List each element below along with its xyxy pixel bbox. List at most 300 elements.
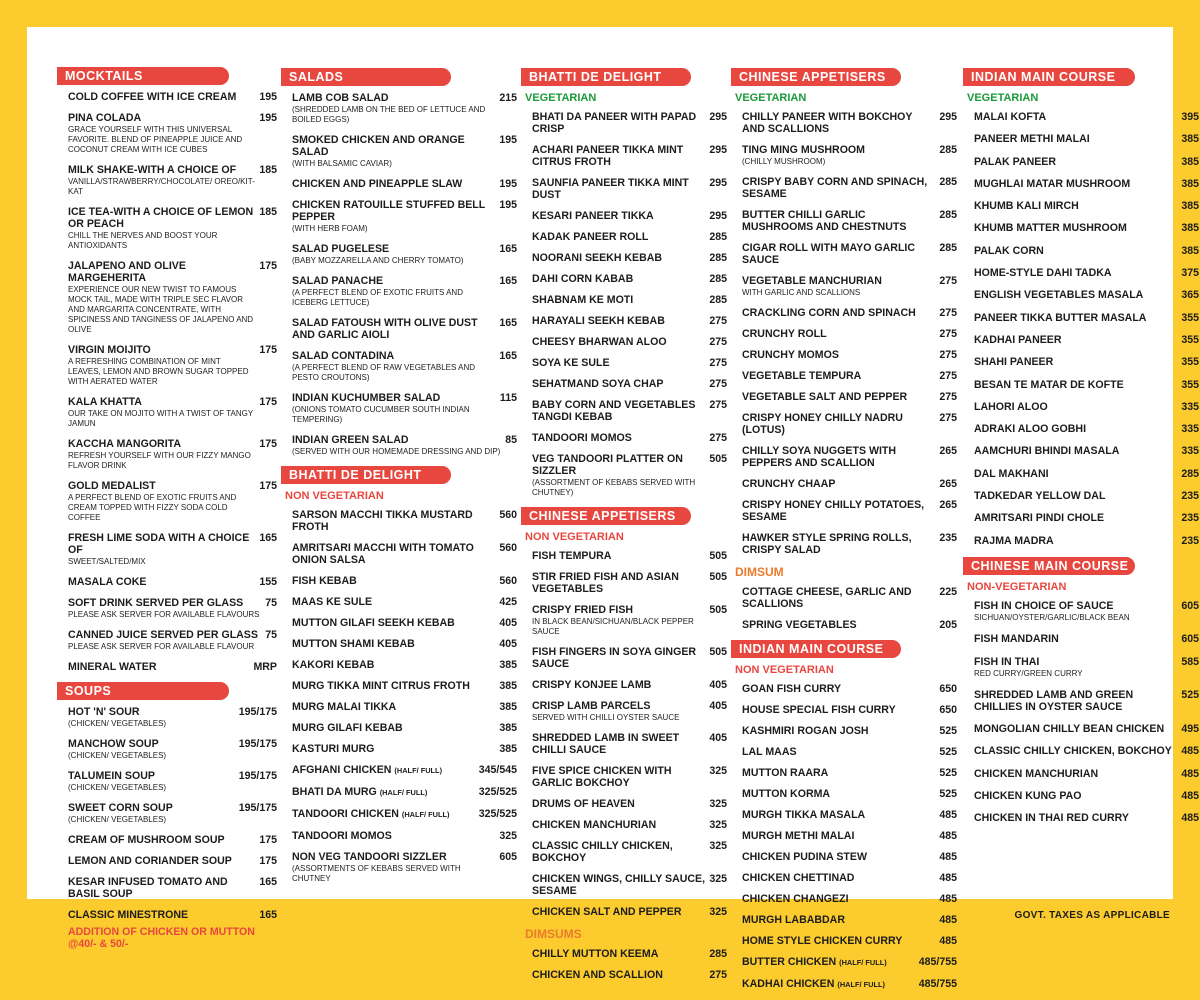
menu-item xyxy=(963,490,1199,502)
menu-item xyxy=(521,177,727,201)
item-name-text: CHICKEN PUDINA STEW xyxy=(742,851,867,863)
menu-item xyxy=(281,786,517,799)
item-price: 335 xyxy=(1181,423,1199,436)
menu-item xyxy=(281,743,517,755)
item-name-text: KAKORI KEBAB xyxy=(292,659,375,671)
item-name xyxy=(292,509,499,533)
item-name xyxy=(292,722,407,734)
item-name-text: CRISPY HONEY CHILLY POTATOES, SESAME xyxy=(742,499,925,523)
item-name xyxy=(292,92,499,125)
item-description: (WITH BALSAMIC CAVIAR) xyxy=(292,159,392,168)
item-name-text: MUTTON KORMA xyxy=(742,788,831,800)
item-name xyxy=(742,532,939,556)
item-price: 235 xyxy=(1181,490,1199,503)
item-price: 195 xyxy=(259,112,277,124)
item-price: 295 xyxy=(709,111,727,123)
menu-item xyxy=(281,830,517,842)
menu-item xyxy=(57,164,277,197)
menu-item xyxy=(521,144,727,168)
item-name-text: KESARI PANEER TIKKA xyxy=(532,210,654,222)
item-price: 355 xyxy=(1181,356,1199,369)
item-name-text: SAUNFIA PANEER TIKKA MINT DUST xyxy=(532,177,689,201)
item-name-text: HAWKER STYLE SPRING ROLLS, CRISPY SALAD xyxy=(742,532,912,556)
item-name xyxy=(532,453,709,498)
item-name-text: AFGHANI CHICKEN xyxy=(292,764,392,776)
item-price: 275 xyxy=(709,336,727,348)
menu-item xyxy=(731,209,957,233)
item-price: 75 xyxy=(265,629,277,641)
menu-item xyxy=(281,509,517,533)
item-name xyxy=(974,745,1176,757)
item-name-text: KASTURI MURG xyxy=(292,743,375,755)
item-name xyxy=(974,312,1150,324)
item-price: 345/545 xyxy=(478,764,517,776)
item-name xyxy=(742,914,849,926)
item-price: 165 xyxy=(499,243,517,255)
item-name-text: TING MING MUSHROOM xyxy=(742,144,865,156)
item-name xyxy=(68,876,259,900)
item-description: (CHICKEN/ VEGETABLES) xyxy=(68,783,167,792)
item-name xyxy=(532,144,709,168)
item-price: 525 xyxy=(1181,688,1199,701)
item-price: 605 xyxy=(499,851,517,863)
item-price: 560 xyxy=(499,575,517,587)
item-name xyxy=(742,809,869,821)
item-price: 215 xyxy=(499,92,517,104)
item-description: RED CURRY/GREEN CURRY xyxy=(974,668,1083,678)
item-name-text: CHICKEN AND PINEAPPLE SLAW xyxy=(292,178,463,190)
menu-item xyxy=(963,445,1199,457)
item-price: 275 xyxy=(939,307,957,319)
item-name-text: CRUNCHY ROLL xyxy=(742,328,827,340)
menu-item xyxy=(521,432,727,444)
item-name xyxy=(742,176,939,200)
item-price: 355 xyxy=(1181,311,1199,324)
item-price: 485 xyxy=(939,830,957,842)
item-name xyxy=(974,512,1108,524)
menu-item xyxy=(963,267,1199,279)
item-name-text: COLD COFFEE WITH ICE CREAM xyxy=(68,91,237,103)
menu-item xyxy=(731,499,957,523)
menu-item xyxy=(963,200,1199,212)
menu-item xyxy=(57,396,277,429)
menu-section xyxy=(963,68,1199,547)
menu-item xyxy=(731,478,957,490)
item-name-text: VEGETABLE TEMPURA xyxy=(742,370,862,382)
item-name-text: ICE TEA-WITH A CHOICE OF LEMON OR PEACH xyxy=(68,206,254,230)
item-name-text: JALAPENO AND OLIVE MARGEHERITA xyxy=(68,260,186,284)
item-name xyxy=(974,334,1066,346)
item-price: 205 xyxy=(939,619,957,631)
menu-item xyxy=(731,619,957,631)
item-name-text: BESAN TE MATAR DE KOFTE xyxy=(974,378,1124,391)
item-name xyxy=(974,535,1058,547)
item-name-text: BHATI DA PANEER WITH PAPAD CRISP xyxy=(532,111,697,135)
item-description: PLEASE ASK SERVER FOR AVAILABLE FLAVOUR xyxy=(68,642,255,651)
item-name xyxy=(532,378,667,390)
item-name-text: CHICKEN CHETTINAD xyxy=(742,872,855,884)
item-name xyxy=(68,770,170,793)
half-full-label: (HALF/ FULL) xyxy=(837,980,885,989)
item-name-text: CRISPY KONJEE LAMB xyxy=(532,679,652,691)
item-name xyxy=(68,164,259,197)
item-name-text: CRUNCHY MOMOS xyxy=(742,349,839,361)
item-name-text: MUTTON RAARA xyxy=(742,767,829,779)
item-name xyxy=(974,156,1060,168)
item-name xyxy=(68,532,259,567)
item-name xyxy=(68,909,192,921)
section-header: BHATTI DE DELIGHT xyxy=(281,466,451,484)
item-price: 295 xyxy=(709,144,727,156)
item-price: 275 xyxy=(939,349,957,361)
item-name-text: LAHORI ALOO xyxy=(974,400,1048,413)
menu-item xyxy=(963,656,1199,679)
item-name-text: CRISPY HONEY CHILLY NADRU (LOTUS) xyxy=(742,412,903,436)
item-price: 165 xyxy=(259,876,277,888)
item-price: 385 xyxy=(499,722,517,734)
item-price: 185 xyxy=(259,164,277,176)
item-price: 175 xyxy=(259,438,277,450)
item-price: 175 xyxy=(259,855,277,867)
item-price: 85 xyxy=(505,434,517,446)
item-name xyxy=(974,289,1147,301)
item-name xyxy=(68,855,236,867)
item-price: 295 xyxy=(709,210,727,222)
item-price: 295 xyxy=(939,111,957,123)
category-label: VEGETARIAN xyxy=(735,92,807,104)
item-price: 485 xyxy=(939,851,957,863)
menu-item xyxy=(521,252,727,264)
item-name-text: INDIAN KUCHUMBER SALAD xyxy=(292,392,441,404)
item-description: (SHREDDED LAMB ON THE BED OF LETTUCE AND BOILED EGGS) xyxy=(292,105,486,124)
item-price: 525 xyxy=(939,767,957,779)
item-name xyxy=(742,935,906,947)
item-description: A PERFECT BLEND OF EXOTIC FRUITS AND CREAM TOPPED WITH FIZZY SODA COLD COFFEE xyxy=(68,493,237,522)
item-name-text: SHREDDED LAMB AND GREEN CHILLIES IN OYSTER SAUCE xyxy=(974,688,1134,713)
item-name-text: BUTTER CHICKEN xyxy=(742,956,837,968)
item-price: 165 xyxy=(259,532,277,544)
menu-item xyxy=(731,746,957,758)
item-name xyxy=(742,370,865,382)
item-name-text: KASHMIRI ROGAN JOSH xyxy=(742,725,869,737)
item-price: 165 xyxy=(499,275,517,287)
item-price: 385 xyxy=(1181,177,1199,190)
menu-item xyxy=(731,914,957,926)
item-name xyxy=(742,391,911,403)
item-price: 155 xyxy=(259,576,277,588)
category-label: VEGETARIAN xyxy=(525,92,597,104)
menu-item xyxy=(57,909,277,921)
category-label: DIMSUM xyxy=(735,565,784,579)
item-name-text: VEGETABLE MANCHURIAN xyxy=(742,275,882,287)
item-name-text: BUTTER CHILLI GARLIC MUSHROOMS AND CHESTNUTS xyxy=(742,209,907,233)
item-description: CHILL THE NERVES AND BOOST YOUR ANTIOXIDANTS xyxy=(68,231,218,250)
menu-item xyxy=(281,596,517,608)
item-price: 525 xyxy=(939,746,957,758)
item-name-text: TANDOORI MOMOS xyxy=(292,830,392,842)
item-name xyxy=(68,260,259,335)
item-name-text: CHICKEN SALT AND PEPPER xyxy=(532,906,682,918)
item-name xyxy=(292,243,467,266)
item-price: 485 xyxy=(939,809,957,821)
item-price: 505 xyxy=(709,571,727,583)
menu-item xyxy=(521,840,727,864)
item-price: 385 xyxy=(1181,133,1199,146)
item-name xyxy=(532,906,686,918)
item-description: SICHUAN/OYSTER/GARLIC/BLACK BEAN xyxy=(974,612,1130,622)
item-name-text: INDIAN GREEN SALAD xyxy=(292,434,409,446)
menu-item xyxy=(57,260,277,335)
item-price: 165 xyxy=(499,350,517,362)
item-name xyxy=(68,802,177,825)
item-name xyxy=(974,245,1048,257)
item-name xyxy=(974,723,1168,735)
item-price: 560 xyxy=(499,509,517,521)
item-name-text: COTTAGE CHEESE, GARLIC AND SCALLIONS xyxy=(742,586,912,610)
item-price: 385 xyxy=(499,701,517,713)
item-name-text: TALUMEIN SOUP xyxy=(68,770,155,782)
item-price: 650 xyxy=(939,704,957,716)
item-name-text: FISH MANDARIN xyxy=(974,633,1059,646)
item-name xyxy=(532,765,709,789)
menu-item xyxy=(521,111,727,135)
menu-item xyxy=(963,790,1199,802)
section-header: INDIAN MAIN COURSE xyxy=(731,640,901,658)
menu-item xyxy=(963,178,1199,190)
item-name xyxy=(68,661,160,673)
item-price: 505 xyxy=(709,646,727,658)
item-price: 405 xyxy=(499,617,517,629)
menu-item xyxy=(57,661,277,673)
menu-item xyxy=(281,575,517,587)
item-name-text: TANDOORI CHICKEN xyxy=(292,808,399,820)
item-name xyxy=(742,746,801,758)
item-name-text: FISH IN THAI xyxy=(974,655,1040,668)
menu-section xyxy=(731,640,957,991)
menu-item xyxy=(521,571,727,595)
menu-item xyxy=(281,659,517,671)
item-price: 405 xyxy=(499,638,517,650)
item-name-text: MURG MALAI TIKKA xyxy=(292,701,397,713)
menu-item xyxy=(731,111,957,135)
menu-item xyxy=(57,438,277,471)
item-name-text: CLASSIC CHILLY CHICKEN, BOKCHOY xyxy=(532,840,673,864)
menu-item xyxy=(731,391,957,403)
item-price: 295 xyxy=(709,177,727,189)
item-name-text: CHILLY MUTTON KEEMA xyxy=(532,948,659,960)
menu-item xyxy=(731,935,957,947)
item-name-text: CRACKLING CORN AND SPINACH xyxy=(742,307,916,319)
category-label: DIMSUMS xyxy=(525,927,582,941)
item-name-text: MUGHLAI MATAR MUSHROOM xyxy=(974,177,1131,190)
menu-item xyxy=(731,725,957,737)
item-name-text: CHICKEN MANCHURIAN xyxy=(532,819,657,831)
item-name xyxy=(292,680,474,692)
item-name xyxy=(532,646,709,670)
item-name xyxy=(974,267,1116,279)
item-name-text: LEMON AND CORIANDER SOUP xyxy=(68,855,232,867)
item-price: 355 xyxy=(1181,378,1199,391)
item-price: 485 xyxy=(1181,812,1199,825)
section-header: CHINESE MAIN COURSE xyxy=(963,557,1135,575)
item-description: REFRESH YOURSELF WITH OUR FIZZY MANGO FLAVOR DRINK xyxy=(68,451,251,470)
item-name xyxy=(292,659,378,671)
item-name xyxy=(742,111,939,135)
item-price: 285 xyxy=(709,294,727,306)
item-price: 325 xyxy=(709,819,727,831)
item-name xyxy=(532,604,709,637)
item-price: 275 xyxy=(709,399,727,411)
menu-item xyxy=(281,722,517,734)
item-name xyxy=(742,445,939,469)
menu-item xyxy=(57,876,277,900)
item-name xyxy=(532,732,709,756)
item-name-text: SALAD CONTADINA xyxy=(292,350,395,362)
item-name-text: CREAM OF MUSHROOM SOUP xyxy=(68,834,225,846)
item-price: 505 xyxy=(709,604,727,616)
item-name xyxy=(292,596,376,608)
item-price: 525 xyxy=(939,725,957,737)
item-name xyxy=(974,401,1052,413)
menu-item xyxy=(963,222,1199,234)
item-name xyxy=(292,786,431,799)
item-name-text: SWEET CORN SOUP xyxy=(68,802,173,814)
menu-item xyxy=(963,356,1199,368)
item-price: 605 xyxy=(1181,599,1199,612)
menu-item xyxy=(521,273,727,285)
item-name xyxy=(742,704,900,716)
item-name-text: MURGH TIKKA MASALA xyxy=(742,809,866,821)
item-name-text: MINERAL WATER xyxy=(68,661,157,673)
item-name xyxy=(974,222,1131,234)
item-name xyxy=(292,350,499,383)
item-name-text: VIRGIN MOIJITO xyxy=(68,344,151,356)
item-name xyxy=(68,834,229,846)
menu-item xyxy=(731,788,957,800)
item-name xyxy=(532,336,671,348)
item-price: 395 xyxy=(1181,111,1199,123)
menu-item xyxy=(963,723,1199,735)
item-price: 175 xyxy=(259,260,277,272)
menu-item xyxy=(281,178,517,190)
item-name-text: VEGETABLE SALT AND PEPPER xyxy=(742,391,908,403)
item-price: 325 xyxy=(709,906,727,918)
item-price: 335 xyxy=(1181,445,1199,458)
half-full-label: (HALF/ FULL) xyxy=(394,766,443,775)
menu-item xyxy=(281,851,517,884)
item-name xyxy=(532,399,709,423)
item-name xyxy=(68,738,170,761)
menu-item xyxy=(963,468,1199,480)
item-price: 325 xyxy=(709,765,727,777)
item-price: 325 xyxy=(709,840,727,852)
item-name xyxy=(292,317,499,341)
item-name-text: NON VEG TANDOORI SIZZLER xyxy=(292,851,447,863)
menu-item xyxy=(521,336,727,348)
half-full-label: (HALF/ FULL) xyxy=(401,810,450,819)
item-name xyxy=(292,638,419,650)
menu-item xyxy=(57,834,277,846)
item-price: 485/755 xyxy=(918,978,957,990)
item-name xyxy=(742,242,939,266)
category-label: VEGETARIAN xyxy=(967,92,1039,104)
item-name xyxy=(742,209,939,233)
item-name-text: AAMCHURI BHINDI MASALA xyxy=(974,445,1120,458)
item-name xyxy=(742,586,939,610)
item-name xyxy=(974,178,1134,190)
section-header: BHATTI DE DELIGHT xyxy=(521,68,691,86)
item-price: 325 xyxy=(709,873,727,885)
menu-section xyxy=(521,507,727,981)
item-name-text: CHICKEN RATOUILLE STUFFED BELL PEPPER xyxy=(292,199,486,223)
item-name-text: TANDOORI MOMOS xyxy=(532,432,632,444)
menu-item xyxy=(731,704,957,716)
item-description: (A PERFECT BLEND OF RAW VEGETABLES AND PESTO CROUTONS) xyxy=(292,363,476,382)
item-name xyxy=(742,893,853,905)
item-price: 325 xyxy=(499,830,517,842)
item-price: 485/755 xyxy=(918,956,957,968)
item-name xyxy=(974,379,1128,391)
item-name-text: LAMB COB SALAD xyxy=(292,92,389,104)
item-price: 225 xyxy=(939,586,957,598)
item-description: EXPERIENCE OUR NEW TWIST TO FAMOUS MOCK TAIL, MADE WITH TRIPLE SEC FLAVOR AND MARGARITA CONCENTRATE, WITH SPICINESS AND TANGINESS OF JALAPENO AND OLIVE xyxy=(68,285,254,334)
item-price: 195 xyxy=(499,178,517,190)
item-name-text: KADHAI PANEER xyxy=(974,333,1062,346)
menu-item xyxy=(731,307,957,319)
menu-item xyxy=(281,243,517,266)
item-description: (ASSORTMENTS OF KEBABS SERVED WITH CHUTNEY xyxy=(292,864,461,883)
menu-item xyxy=(963,600,1199,623)
menu-item xyxy=(281,764,517,777)
menu-item xyxy=(963,133,1199,145)
section-header: SOUPS xyxy=(57,682,229,700)
item-name-text: NOORANI SEEKH KEBAB xyxy=(532,252,663,264)
item-price: 425 xyxy=(499,596,517,608)
item-name-text: FISH FINGERS IN SOYA GINGER SAUCE xyxy=(532,646,697,670)
item-price: 175 xyxy=(259,834,277,846)
item-name xyxy=(974,490,1109,502)
item-price: 335 xyxy=(1181,400,1199,413)
menu-item xyxy=(57,855,277,867)
item-name xyxy=(68,344,259,387)
menu-item xyxy=(731,176,957,200)
item-name xyxy=(292,851,499,884)
item-name-text: MASALA COKE xyxy=(68,576,147,588)
menu-item xyxy=(57,770,277,793)
menu-item xyxy=(521,700,727,723)
item-name-text: KADAK PANEER ROLL xyxy=(532,231,649,243)
item-name-text: SOFT DRINK SERVED PER GLASS xyxy=(68,597,244,609)
menu-item xyxy=(281,701,517,713)
item-name-text: SOYA KE SULE xyxy=(532,357,610,369)
item-price: 385 xyxy=(499,743,517,755)
item-name-text: SARSON MACCHI TIKKA MUSTARD FROTH xyxy=(292,509,473,533)
item-name-text: PALAK CORN xyxy=(974,244,1044,257)
item-name xyxy=(292,743,378,755)
item-price: 385 xyxy=(499,659,517,671)
menu-item xyxy=(963,812,1199,824)
item-name xyxy=(532,432,636,444)
menu-item xyxy=(281,134,517,169)
section-header: INDIAN MAIN COURSE xyxy=(963,68,1135,86)
item-price: 405 xyxy=(709,732,727,744)
item-name-text: DAHI CORN KABAB xyxy=(532,273,634,285)
menu-item xyxy=(963,111,1199,123)
item-name xyxy=(532,357,614,369)
menu-item xyxy=(731,370,957,382)
menu-item xyxy=(521,231,727,243)
item-price: 75 xyxy=(265,597,277,609)
